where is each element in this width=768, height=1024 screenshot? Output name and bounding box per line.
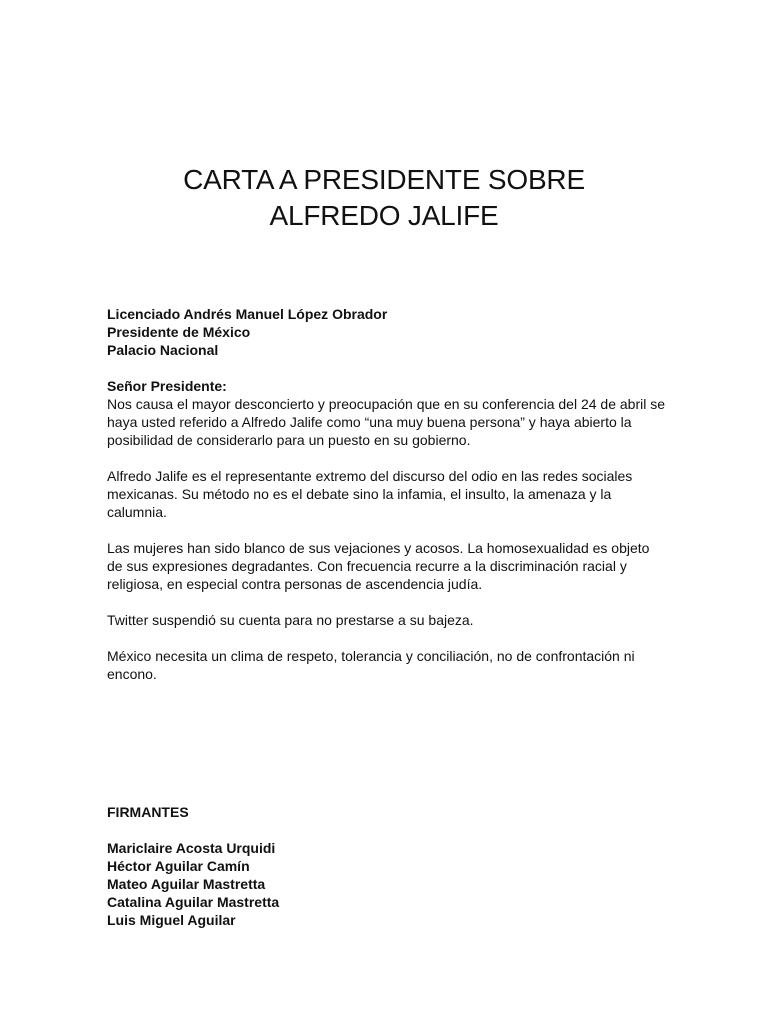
signatories-heading: FIRMANTES (107, 804, 189, 820)
letter-body (107, 305, 667, 701)
signatories-section (107, 803, 667, 943)
signatory: Luis Miguel Aguilar (107, 912, 236, 928)
signatory: Mariclaire Acosta Urquidi (107, 840, 276, 856)
signatories-list (107, 839, 667, 929)
recipient-position: Presidente de México (107, 324, 251, 340)
paragraph: Las mujeres han sido blanco de sus vejaciones y acosos. La homosexualidad es objeto de sus expresiones degradantes. Con frecuencia recurre a la discriminación racial y religiosa, en especial contra personas de ascendencia judía. (107, 540, 650, 592)
title-line-2: ALFREDO JALIFE (269, 200, 499, 231)
title-line-1: CARTA A PRESIDENTE SOBRE (183, 164, 585, 195)
paragraph: Nos causa el mayor desconcierto y preocupación que en su conferencia del 24 de abril se haya usted referido a Alfredo Jalife como “una muy buena persona” y haya abierto la posibilidad de considerarlo para un puesto en su gobierno. (107, 396, 665, 448)
recipient-name: Licenciado Andrés Manuel López Obrador (107, 306, 388, 322)
salutation: Señor Presidente: (107, 378, 227, 394)
paragraph: Twitter suspendió su cuenta para no prestarse a su bajeza. (107, 612, 474, 628)
paragraph: Alfredo Jalife es el representante extremo del discurso del odio en las redes sociales mexicanas. Su método no es el debate sino la infamia, el insulto, la amenaza y la calumnia. (107, 468, 633, 520)
signatory: Mateo Aguilar Mastretta (107, 876, 266, 892)
signatory: Héctor Aguilar Camín (107, 858, 250, 874)
recipient-block (107, 305, 667, 359)
signatory: Catalina Aguilar Mastretta (107, 894, 280, 910)
recipient-address: Palacio Nacional (107, 342, 219, 358)
document-title (0, 162, 768, 234)
paragraph: México necesita un clima de respeto, tolerancia y conciliación, no de confrontación ni encono. (107, 648, 635, 682)
